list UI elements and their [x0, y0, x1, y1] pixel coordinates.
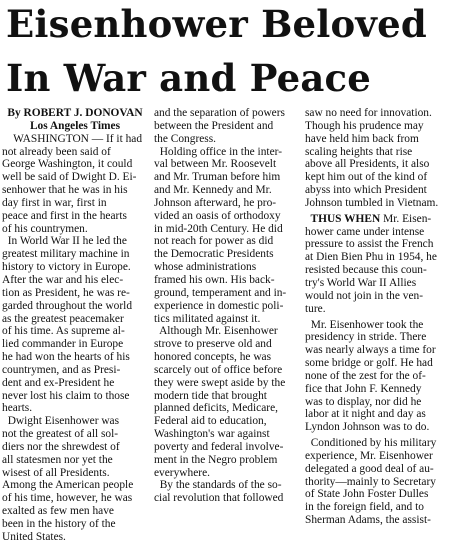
paragraph-first-line: Mr. Eisen- hower came under intense pressure to assist the French at Dien Bien Phu in 1954, he resisted because this coun- try's World War II Allies would not join in the ven- ture.: [305, 212, 437, 315]
paragraph: Mr. Eisenhower took the presidency in stride. There was nearly always a time for some bridge or golf. He had none of the zest for the of- fice that John F. Kennedy was to display, nor did he labor at it night and day as Lyndon Johnson was to do.: [305, 318, 436, 434]
headline-line-1: Eisenhower Beloved: [6, 2, 427, 46]
paragraph: Although Mr. Eisenhower strove to preserve old and honored concepts, he was scarcely out of office before they were swept aside by the modern tide that brought planned deficits, Medicare, Federal aid to education, Washington's war against poverty and federal involve- ment in the Negro problem everywhere.: [154, 325, 286, 479]
paragraph: WASHINGTON — If it had not already been said of George Washington, it could well be said of Dwight D. Ei- senhower that he was in his day first in war, first in peace and first in the hearts of his countrymen.: [2, 132, 143, 235]
paragraph: Holding office in the inter- val between Mr. Roosevelt and Mr. Truman before him and Mr. Kennedy and Mr. Johnson afterward, he pro- vided an oasis of orthodoxy in mid-20th Century. He did not reach for power as did the Democratic Presidents whose administrations framed his own. His back- ground, temperament and in- experience in domestic poli- tics militated against it.: [154, 145, 287, 325]
paragraph: By the standards of the so- cial revolution that followed: [154, 479, 284, 505]
subhead-paragraph: [305, 213, 452, 316]
byline-outlet: Los Angeles Times: [29, 119, 121, 132]
byline-author: By ROBERT J. DONOVAN: [7, 107, 143, 119]
subhead-lead: THUS WHEN: [305, 212, 381, 225]
headline-line-2: In War and Peace: [6, 56, 372, 100]
paragraph: and the separation of powers between the President and the Congress.: [154, 107, 285, 145]
paragraph: In World War II he led the greatest military machine in history to victory in Europe. After the war and his elec- tion as President, he was re- garded throughout the world as the greatest peacemaker of his time. As supreme al- lied commander in Europe he had won the hearts of his countrymen, and as Presi- dent and ex-President he never lost his claim to those hearts.: [2, 235, 133, 415]
paragraph: saw no need for innovation. Though his prudence may have held him back from scaling heights that rise above all Presidents, it also kept him out of the kind of abyss into which President Johnson tumbled in Vietnam.: [305, 107, 439, 209]
article-column-2: [154, 107, 300, 505]
paragraph: Conditioned by his military experience, Mr. Eisenhower delegated a good deal of au- thority—mainly to Secretary of State John Foster Dulles in the foreign field, and to Sherman Adams, the assist-: [305, 437, 437, 527]
article-column-3: [305, 107, 452, 527]
paragraph: Dwight Eisenhower was not the greatest of all sol- diers nor the shrewdest of all statesmen nor yet the wisest of all Presidents. Among the American people of his time, however, he was exalted as few men have been in the history of the United States.: [2, 415, 134, 543]
article-column-1: [2, 107, 148, 544]
